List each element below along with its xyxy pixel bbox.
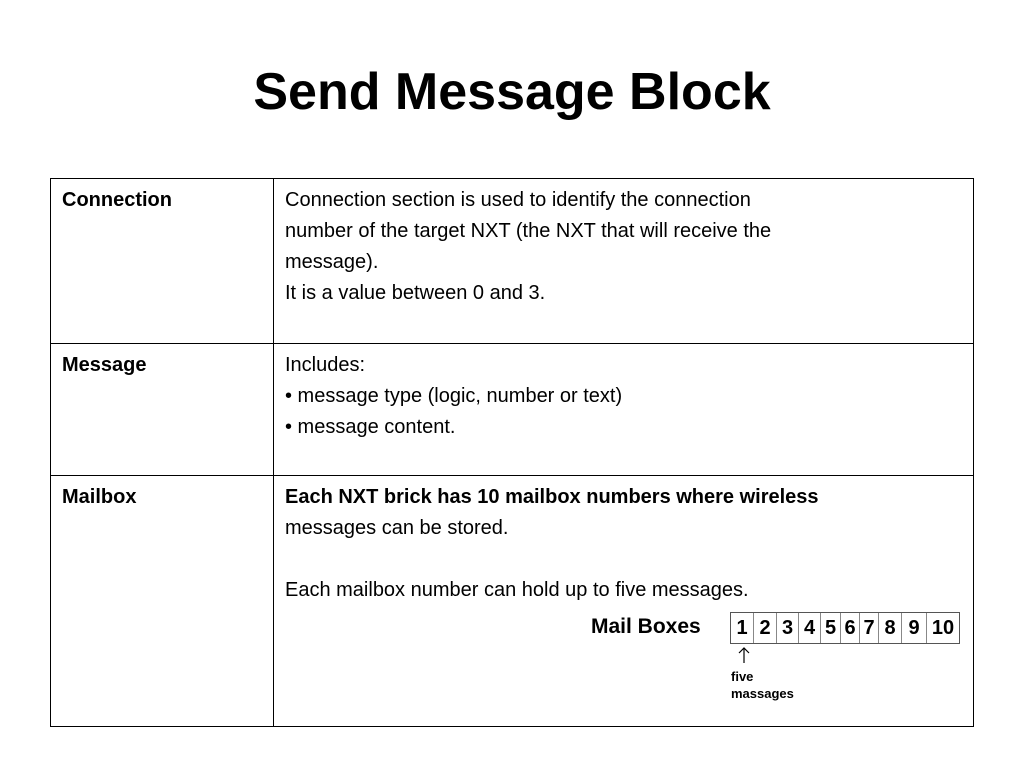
desc-line: number of the target NXT (the NXT that will receive the: [285, 220, 772, 242]
mailbox-box: 8: [879, 613, 902, 643]
row-desc-connection: [274, 179, 974, 344]
table-row: [51, 476, 974, 727]
desc-line: Each mailbox number can hold up to five messages.: [285, 579, 749, 601]
mailbox-box: 2: [754, 613, 777, 643]
mailbox-figure-label: Mail Boxes: [591, 615, 701, 638]
row-label-connection: Connection: [51, 179, 274, 344]
mailbox-boxes: [730, 612, 960, 644]
desc-line: Connection section is used to identify the connection: [285, 189, 751, 211]
mailbox-box: 4: [799, 613, 821, 643]
row-label-mailbox: Mailbox: [51, 476, 274, 727]
annotation-line: massages: [731, 686, 794, 701]
mailbox-box: 3: [777, 613, 799, 643]
slide-title: Send Message Block: [253, 63, 771, 121]
desc-line: message).: [285, 251, 379, 273]
five-messages-annotation: [731, 668, 794, 702]
info-table: [50, 178, 974, 727]
mailbox-box: 9: [902, 613, 927, 643]
mailbox-figure: [285, 608, 963, 701]
desc-line: Includes:: [285, 354, 366, 376]
table-row: [51, 179, 974, 344]
desc-bullet: • message type (logic, number or text): [285, 385, 623, 407]
annotation-line: five: [731, 669, 754, 684]
mailbox-box: 5: [821, 613, 841, 643]
mailbox-box: 1: [731, 613, 754, 643]
mailbox-box: 7: [860, 613, 879, 643]
row-desc-message: [274, 344, 974, 476]
mailbox-box: 6: [841, 613, 860, 643]
spacer: [285, 544, 963, 575]
desc-line-bold: Each NXT brick has 10 mailbox numbers where wireless: [285, 486, 819, 508]
row-desc-mailbox: [274, 476, 974, 727]
desc-bullet: • message content.: [285, 416, 456, 438]
table-row: [51, 344, 974, 476]
desc-line: messages can be stored.: [285, 517, 509, 539]
up-arrow-icon: [737, 646, 751, 664]
row-label-message: Message: [51, 344, 274, 476]
desc-line: It is a value between 0 and 3.: [285, 282, 546, 304]
mailbox-box: 10: [931, 617, 955, 639]
